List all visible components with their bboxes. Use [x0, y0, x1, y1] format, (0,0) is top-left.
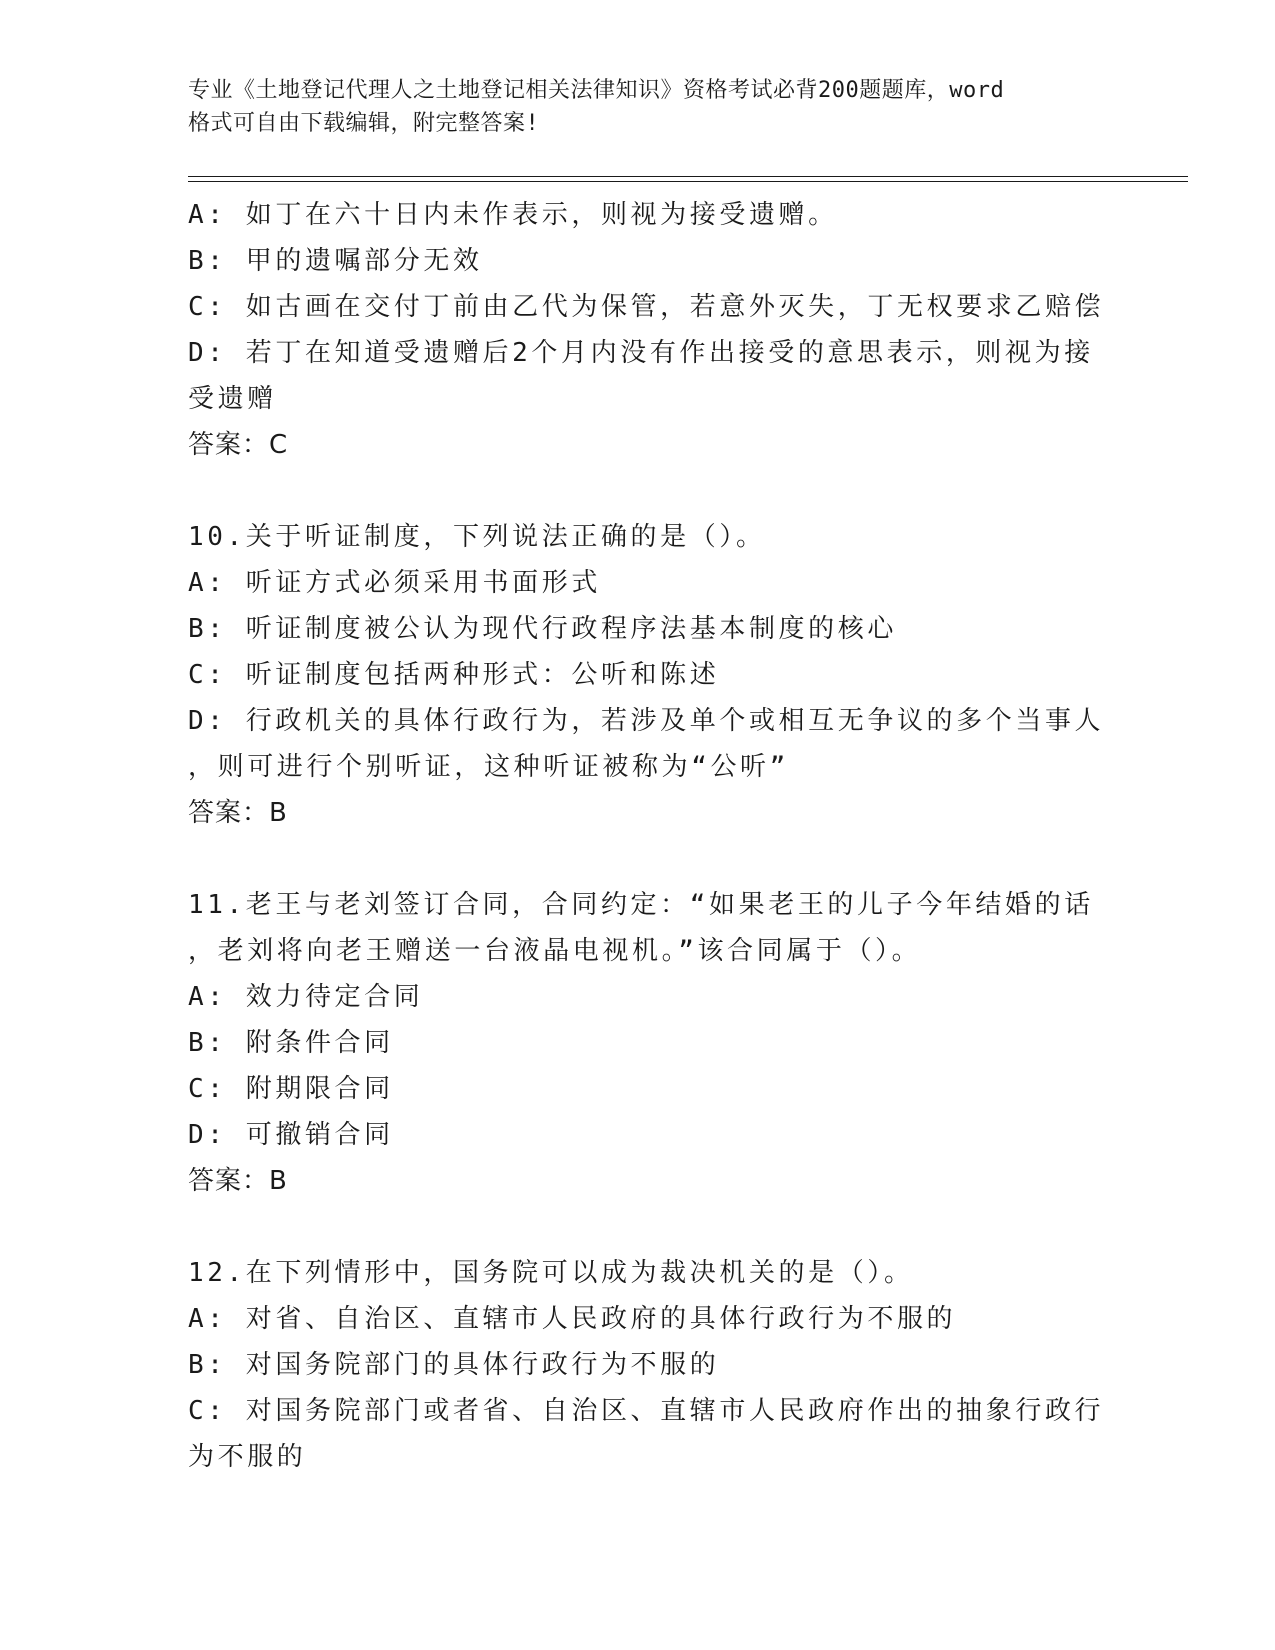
question-spacer	[188, 1204, 1088, 1250]
question-spacer	[188, 468, 1088, 514]
question-text-line: 受遗赠	[188, 384, 277, 414]
question-spacer	[188, 836, 1088, 882]
question-text-line: ，则可进行个别听证，这种听证被称为“公听”	[188, 752, 789, 782]
question-text-line: 为不服的	[188, 1442, 307, 1472]
question-text-line: A: 对省、自治区、直辖市人民政府的具体行政行为不服的	[188, 1304, 957, 1334]
question-text-line: D: 可撤销合同	[188, 1120, 394, 1150]
question-text-line: ，老刘将向老王赠送一台液晶电视机。”该合同属于（）。	[188, 936, 922, 966]
question-text-line: C: 听证制度包括两种形式：公听和陈述	[188, 660, 720, 690]
answer-line: 答案：B	[188, 798, 288, 828]
question-text-line: B: 甲的遗嘱部分无效	[188, 246, 483, 276]
question-text-line: A: 效力待定合同	[188, 982, 424, 1012]
question-text-line: C: 附期限合同	[188, 1074, 394, 1104]
question-text-line: A: 如丁在六十日内未作表示，则视为接受遗赠。	[188, 200, 838, 230]
question-text-line: C: 如古画在交付丁前由乙代为保管，若意外灭失，丁无权要求乙赔偿	[188, 292, 1105, 322]
question-text-line: D: 若丁在知道受遗赠后2个月内没有作出接受的意思表示，则视为接	[188, 338, 1094, 368]
header-rule-bottom	[188, 181, 1188, 182]
header-rule-top	[188, 176, 1188, 177]
question-list	[188, 192, 1105, 1480]
answer-line: 答案：B	[188, 1166, 288, 1196]
question-text-line: 10.关于听证制度，下列说法正确的是（）。	[188, 522, 766, 552]
question-text-line: B: 对国务院部门的具体行政行为不服的	[188, 1350, 720, 1380]
question-text-line: A: 听证方式必须采用书面形式	[188, 568, 601, 598]
question-text-line: C: 对国务院部门或者省、自治区、直辖市人民政府作出的抽象行政行	[188, 1396, 1105, 1426]
question-text-line: 11.老王与老刘签订合同，合同约定：“如果老王的儿子今年结婚的话	[188, 890, 1094, 920]
answer-line: 答案：C	[188, 430, 289, 460]
document-header	[188, 74, 1088, 140]
question-text-line: B: 附条件合同	[188, 1028, 394, 1058]
header-line-1: 专业《土地登记代理人之土地登记相关法律知识》资格考试必背200题题库，word	[188, 78, 1005, 103]
question-text-line: 12.在下列情形中，国务院可以成为裁决机关的是（）。	[188, 1258, 914, 1288]
question-text-line: B: 听证制度被公认为现代行政程序法基本制度的核心	[188, 614, 897, 644]
question-text-line: D: 行政机关的具体行政行为，若涉及单个或相互无争议的多个当事人	[188, 706, 1105, 736]
header-line-2: 格式可自由下载编辑，附完整答案!	[188, 111, 540, 136]
